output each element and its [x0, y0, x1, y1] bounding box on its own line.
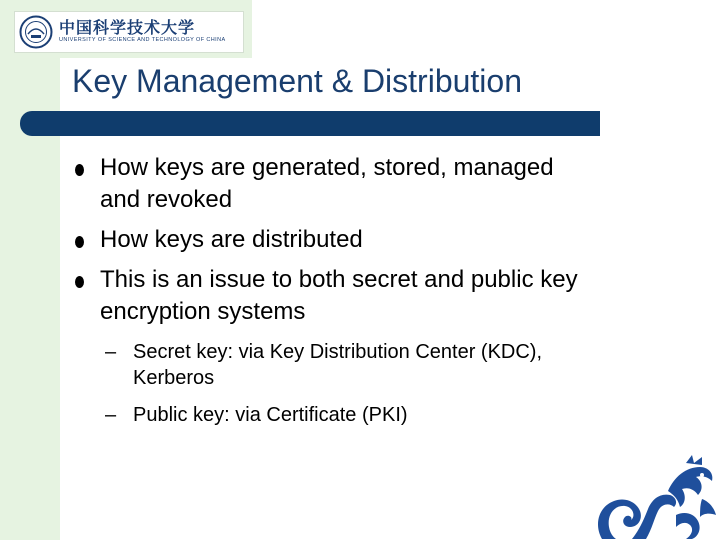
bullet-text: [100, 154, 680, 214]
left-side-panel: [0, 0, 60, 540]
dragon-emblem-icon: [590, 455, 720, 540]
bullet-dot-icon: [75, 276, 84, 288]
university-logo: [14, 11, 244, 53]
bullet-line: How keys are generated, stored, managed: [100, 154, 554, 181]
logo-name-chinese: 中国科学技术大学: [59, 18, 196, 37]
bullet-line: How keys are distributed: [100, 226, 363, 253]
sub-bullet-text: [133, 403, 653, 427]
title-underline-bar: [20, 111, 600, 136]
bullet-line: This is an issue to both secret and public key: [100, 266, 578, 293]
bullet-line: and revoked: [100, 186, 233, 213]
sub-bullet-line: Secret key: via Key Distribution Center (KDC),: [133, 341, 543, 363]
bullet-text: [100, 226, 680, 254]
bullet-dot-icon: [75, 164, 84, 176]
logo-name-english: UNIVERSITY OF SCIENCE AND TECHNOLOGY OF CHINA: [59, 37, 226, 43]
bullet-dot-icon: [75, 236, 84, 248]
en-dash-icon: –: [105, 404, 117, 426]
sub-bullet-line: Kerberos: [133, 367, 215, 389]
sub-bullet-text: [133, 340, 653, 390]
bullet-text: [100, 266, 680, 326]
university-seal-icon: [19, 15, 53, 49]
slide-title: Key Management & Distribution: [72, 63, 522, 99]
sub-bullet-line: Public key: via Certificate (PKI): [133, 404, 408, 426]
bullet-line: encryption systems: [100, 298, 306, 325]
en-dash-icon: –: [105, 341, 117, 363]
